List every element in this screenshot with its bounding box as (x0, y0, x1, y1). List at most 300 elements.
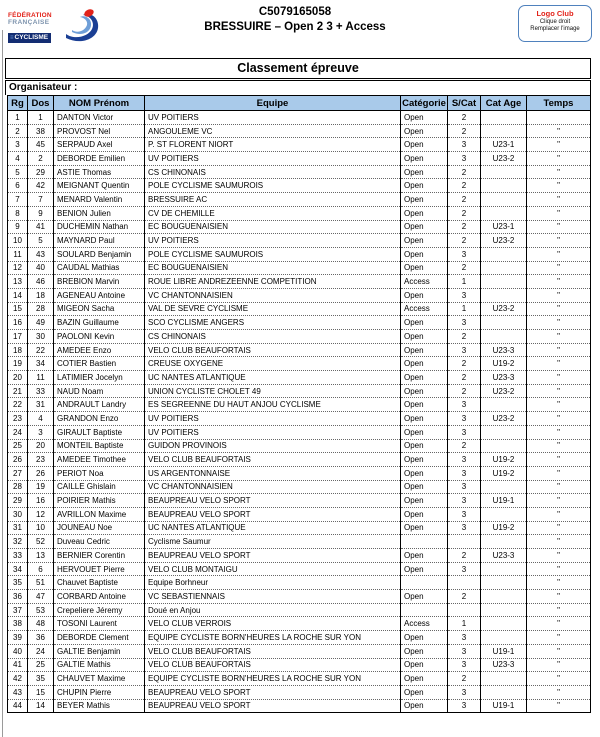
cell-scat: 3 (448, 631, 481, 645)
cell-scat: 2 (448, 384, 481, 398)
col-header-nom: NOM Prénom (54, 96, 145, 111)
cell-catage: U23-2 (481, 384, 527, 398)
cell-scat: 3 (448, 699, 481, 713)
logo-club-placeholder[interactable] (518, 5, 592, 42)
cell-nom: MAYNARD Paul (54, 234, 145, 248)
cell-rg: 18 (8, 343, 28, 357)
cell-scat: 2 (448, 371, 481, 385)
cell-equipe: EC BOUGUENAISIEN (145, 261, 401, 275)
cell-dos: 41 (28, 220, 54, 234)
cell-temps: " (527, 617, 591, 631)
cell-scat: 3 (448, 521, 481, 535)
cell-temps: " (527, 206, 591, 220)
cell-categorie: Open (401, 179, 448, 193)
col-header-dos: Dos (28, 96, 54, 111)
cell-categorie: Open (401, 234, 448, 248)
table-row (8, 206, 591, 220)
cell-rg: 40 (8, 644, 28, 658)
cell-catage (481, 507, 527, 521)
table-row (8, 480, 591, 494)
cell-categorie: Open (401, 357, 448, 371)
cell-rg: 14 (8, 288, 28, 302)
cell-temps: " (527, 165, 591, 179)
cell-scat: 3 (448, 425, 481, 439)
cell-dos: 20 (28, 439, 54, 453)
cell-scat: 2 (448, 220, 481, 234)
table-row (8, 343, 591, 357)
cell-catage (481, 562, 527, 576)
cell-categorie: Open (401, 521, 448, 535)
cell-rg: 12 (8, 261, 28, 275)
cell-nom: AMEDEE Timothee (54, 453, 145, 467)
cell-categorie: Open (401, 644, 448, 658)
cell-equipe: UC NANTES ATLANTIQUE (145, 371, 401, 385)
table-row (8, 631, 591, 645)
cell-equipe: ANGOULEME VC (145, 124, 401, 138)
cell-catage: U23-1 (481, 220, 527, 234)
table-row (8, 124, 591, 138)
cell-scat: 2 (448, 111, 481, 125)
table-row (8, 261, 591, 275)
cell-categorie: Open (401, 384, 448, 398)
cell-equipe: GUIDON PROVINOIS (145, 439, 401, 453)
col-header-equipe: Equipe (145, 96, 401, 111)
cell-catage (481, 617, 527, 631)
cell-equipe: BRESSUIRE AC (145, 193, 401, 207)
cell-scat: 2 (448, 439, 481, 453)
cell-nom: SOULARD Benjamin (54, 247, 145, 261)
cell-rg: 41 (8, 658, 28, 672)
cell-temps: " (527, 138, 591, 152)
cell-temps: " (527, 576, 591, 590)
cell-dos: 9 (28, 206, 54, 220)
cell-temps: " (527, 152, 591, 166)
table-row (8, 288, 591, 302)
logo-club-instruction-1: Clique droit (539, 19, 571, 25)
cell-rg: 29 (8, 494, 28, 508)
cell-rg: 8 (8, 206, 28, 220)
cell-dos: 36 (28, 631, 54, 645)
cell-nom: COTIER Bastien (54, 357, 145, 371)
cell-equipe: P. ST FLORENT NIORT (145, 138, 401, 152)
cell-dos: 34 (28, 357, 54, 371)
table-row (8, 330, 591, 344)
logo-club-instruction-2: Remplacer l'image (530, 26, 580, 32)
cell-categorie: Open (401, 412, 448, 426)
cell-dos: 29 (28, 165, 54, 179)
cell-temps: " (527, 220, 591, 234)
cell-categorie: Open (401, 371, 448, 385)
cell-catage (481, 247, 527, 261)
cell-rg: 34 (8, 562, 28, 576)
cell-equipe: VELO CLUB VERROIS (145, 617, 401, 631)
table-row (8, 439, 591, 453)
cell-temps: " (527, 507, 591, 521)
cell-rg: 11 (8, 247, 28, 261)
cell-equipe: VAL DE SEVRE CYCLISME (145, 302, 401, 316)
cell-dos: 42 (28, 179, 54, 193)
cell-categorie: Open (401, 165, 448, 179)
cell-temps: " (527, 453, 591, 467)
cell-catage (481, 316, 527, 330)
table-row (8, 357, 591, 371)
cell-scat: 3 (448, 398, 481, 412)
page-edge-line (2, 30, 3, 737)
cell-catage: U19-1 (481, 494, 527, 508)
cell-nom: Crepeliere Jéremy (54, 603, 145, 617)
cell-rg: 35 (8, 576, 28, 590)
cell-catage (481, 603, 527, 617)
cell-catage (481, 631, 527, 645)
cell-catage: U19-1 (481, 644, 527, 658)
cell-scat: 3 (448, 152, 481, 166)
cell-equipe: EQUIPE CYCLISTE BORN'HEURES LA ROCHE SUR YON (145, 631, 401, 645)
cell-dos: 25 (28, 658, 54, 672)
cell-nom: GIRAULT Baptiste (54, 425, 145, 439)
cell-dos: 24 (28, 644, 54, 658)
cell-scat: 3 (448, 658, 481, 672)
cell-scat: 2 (448, 672, 481, 686)
ffc-cyclisme-band (8, 33, 51, 43)
cell-scat: 2 (448, 206, 481, 220)
cell-nom: JOUNEAU Noe (54, 521, 145, 535)
cell-dos: 35 (28, 672, 54, 686)
table-row (8, 658, 591, 672)
cell-temps: " (527, 179, 591, 193)
cell-temps: " (527, 357, 591, 371)
cell-dos: 23 (28, 453, 54, 467)
table-row (8, 535, 591, 549)
cell-temps: " (527, 603, 591, 617)
cell-catage (481, 165, 527, 179)
cell-equipe: VELO CLUB BEAUFORTAIS (145, 658, 401, 672)
cell-equipe: Equipe Borhneur (145, 576, 401, 590)
cell-rg: 42 (8, 672, 28, 686)
table-row (8, 302, 591, 316)
cell-categorie: Open (401, 453, 448, 467)
cell-rg: 33 (8, 549, 28, 563)
cell-equipe: CREUSE OXYGENE (145, 357, 401, 371)
cell-categorie: Open (401, 152, 448, 166)
cell-nom: MEIGNANT Quentin (54, 179, 145, 193)
table-row (8, 576, 591, 590)
cell-categorie: Open (401, 507, 448, 521)
cell-catage (481, 535, 527, 549)
cell-rg: 26 (8, 453, 28, 467)
cell-equipe: Cyclisme Saumur (145, 535, 401, 549)
cell-equipe: VELO CLUB BEAUFORTAIS (145, 453, 401, 467)
cell-catage (481, 330, 527, 344)
cell-equipe: VELO CLUB BEAUFORTAIS (145, 644, 401, 658)
cell-rg: 32 (8, 535, 28, 549)
cell-rg: 13 (8, 275, 28, 289)
cell-rg: 7 (8, 193, 28, 207)
cell-temps: " (527, 247, 591, 261)
cell-catage (481, 179, 527, 193)
ffc-logo (8, 4, 108, 50)
table-row (8, 275, 591, 289)
cell-dos: 10 (28, 521, 54, 535)
cell-dos: 46 (28, 275, 54, 289)
cell-equipe: BEAUPREAU VELO SPORT (145, 549, 401, 563)
cell-catage (481, 288, 527, 302)
table-row (8, 111, 591, 125)
cell-catage: U23-3 (481, 658, 527, 672)
cell-scat: 3 (448, 453, 481, 467)
cell-equipe: BEAUPREAU VELO SPORT (145, 507, 401, 521)
cell-categorie: Open (401, 494, 448, 508)
cell-scat: 2 (448, 234, 481, 248)
cell-scat: 3 (448, 494, 481, 508)
cell-dos: 6 (28, 562, 54, 576)
cell-dos: 15 (28, 685, 54, 699)
cell-temps: " (527, 343, 591, 357)
cell-equipe: ES SEGREENNE DU HAUT ANJOU CYCLISME (145, 398, 401, 412)
cell-equipe: UV POITIERS (145, 111, 401, 125)
cell-temps: " (527, 124, 591, 138)
table-header-row (8, 96, 591, 111)
cell-categorie: Open (401, 343, 448, 357)
cell-categorie: Open (401, 425, 448, 439)
cell-categorie: Access (401, 275, 448, 289)
cell-equipe: SCO CYCLISME ANGERS (145, 316, 401, 330)
cell-temps: " (527, 316, 591, 330)
cell-rg: 43 (8, 685, 28, 699)
cell-rg: 38 (8, 617, 28, 631)
cell-nom: ASTIE Thomas (54, 165, 145, 179)
cell-rg: 22 (8, 398, 28, 412)
cell-temps: " (527, 302, 591, 316)
logo-club-title: Logo Club (536, 9, 574, 18)
cell-categorie: Open (401, 316, 448, 330)
cell-temps: " (527, 288, 591, 302)
ffc-francaise-label: FRANÇAISE (8, 19, 50, 26)
cell-nom: POIRIER Mathis (54, 494, 145, 508)
cell-temps: " (527, 234, 591, 248)
cell-rg: 31 (8, 521, 28, 535)
cell-equipe: BEAUPREAU VELO SPORT (145, 685, 401, 699)
cell-equipe: US ARGENTONNAISE (145, 466, 401, 480)
cell-dos: 19 (28, 480, 54, 494)
cell-temps: " (527, 644, 591, 658)
cell-categorie: Open (401, 562, 448, 576)
cell-scat: 3 (448, 644, 481, 658)
cell-categorie: Open (401, 330, 448, 344)
cell-scat: 2 (448, 549, 481, 563)
cell-dos: 52 (28, 535, 54, 549)
cell-nom: Chauvet Baptiste (54, 576, 145, 590)
cell-equipe: VC CHANTONNAISIEN (145, 480, 401, 494)
cell-catage: U23-2 (481, 234, 527, 248)
cell-categorie: Open (401, 685, 448, 699)
cell-catage: U23-3 (481, 549, 527, 563)
cell-categorie (401, 603, 448, 617)
cell-temps: " (527, 562, 591, 576)
cell-equipe: CS CHINONAIS (145, 330, 401, 344)
cell-rg: 19 (8, 357, 28, 371)
cell-categorie: Open (401, 466, 448, 480)
cell-nom: BAZIN Guillaume (54, 316, 145, 330)
cell-dos: 14 (28, 699, 54, 713)
cell-nom: DEBORDE Emilien (54, 152, 145, 166)
cell-rg: 5 (8, 165, 28, 179)
cell-temps: " (527, 521, 591, 535)
cell-rg: 39 (8, 631, 28, 645)
cell-equipe: POLE CYCLISME SAUMUROIS (145, 179, 401, 193)
cell-temps: " (527, 384, 591, 398)
cell-equipe: UV POITIERS (145, 152, 401, 166)
cell-catage (481, 425, 527, 439)
ffc-cyclisme-label: CYCLISME (14, 34, 49, 41)
cell-dos: 22 (28, 343, 54, 357)
cell-categorie: Open (401, 261, 448, 275)
cell-scat: 3 (448, 412, 481, 426)
cell-scat: 3 (448, 138, 481, 152)
ffc-federation-label: FÉDÉRATION (8, 12, 52, 19)
cell-catage: U23-2 (481, 412, 527, 426)
cell-rg: 10 (8, 234, 28, 248)
cell-scat: 3 (448, 316, 481, 330)
table-row (8, 247, 591, 261)
col-header-rg: Rg (8, 96, 28, 111)
cell-equipe: CV DE CHEMILLE (145, 206, 401, 220)
cell-nom: MONTEIL Baptiste (54, 439, 145, 453)
cell-categorie: Open (401, 111, 448, 125)
cell-nom: AMEDEE Enzo (54, 343, 145, 357)
table-row (8, 562, 591, 576)
cell-categorie: Open (401, 398, 448, 412)
cell-dos: 45 (28, 138, 54, 152)
cell-nom: AGENEAU Antoine (54, 288, 145, 302)
cell-catage (481, 193, 527, 207)
cell-nom: CAUDAL Mathias (54, 261, 145, 275)
cell-catage: U19-2 (481, 357, 527, 371)
cell-rg: 28 (8, 480, 28, 494)
cell-temps: " (527, 549, 591, 563)
cell-nom: Duveau Cedric (54, 535, 145, 549)
cell-temps: " (527, 699, 591, 713)
cell-dos: 26 (28, 466, 54, 480)
table-row (8, 507, 591, 521)
cell-catage (481, 275, 527, 289)
cell-rg: 37 (8, 603, 28, 617)
cell-scat: 2 (448, 193, 481, 207)
cell-scat (448, 576, 481, 590)
cell-catage: U23-3 (481, 343, 527, 357)
table-row (8, 425, 591, 439)
cell-categorie: Open (401, 480, 448, 494)
table-row (8, 644, 591, 658)
table-row (8, 699, 591, 713)
cell-dos: 3 (28, 425, 54, 439)
cell-dos: 4 (28, 412, 54, 426)
cell-categorie: Open (401, 138, 448, 152)
col-header-catage: Cat Age (481, 96, 527, 111)
cell-dos: 7 (28, 193, 54, 207)
cell-dos: 43 (28, 247, 54, 261)
cell-nom: DEBORDE Clement (54, 631, 145, 645)
cell-catage (481, 206, 527, 220)
table-row (8, 685, 591, 699)
cell-categorie (401, 535, 448, 549)
cell-catage: U23-3 (481, 371, 527, 385)
cell-scat: 1 (448, 302, 481, 316)
cell-catage: U19-1 (481, 699, 527, 713)
cell-equipe: ROUE LIBRE ANDREZEENNE COMPETITION (145, 275, 401, 289)
cell-scat: 2 (448, 179, 481, 193)
cell-equipe: UV POITIERS (145, 412, 401, 426)
cell-equipe: VC CHANTONNAISIEN (145, 288, 401, 302)
table-row (8, 672, 591, 686)
cell-rg: 21 (8, 384, 28, 398)
table-row (8, 165, 591, 179)
cell-temps: " (527, 590, 591, 604)
cell-dos: 2 (28, 152, 54, 166)
table-row (8, 371, 591, 385)
cell-dos: 13 (28, 549, 54, 563)
cell-dos: 30 (28, 330, 54, 344)
cell-categorie: Access (401, 617, 448, 631)
cell-dos: 28 (28, 302, 54, 316)
col-header-categorie: Catégorie (402, 97, 446, 109)
cell-categorie: Open (401, 439, 448, 453)
cell-nom: GALTIE Benjamin (54, 644, 145, 658)
classement-banner: Classement épreuve (5, 58, 591, 79)
cell-scat: 1 (448, 275, 481, 289)
cell-categorie: Open (401, 631, 448, 645)
cell-catage: U23-2 (481, 152, 527, 166)
cell-temps: " (527, 685, 591, 699)
cell-catage (481, 685, 527, 699)
cell-scat: 2 (448, 330, 481, 344)
page-header (0, 0, 600, 58)
cell-rg: 25 (8, 439, 28, 453)
cell-categorie: Open (401, 124, 448, 138)
cell-dos: 1 (28, 111, 54, 125)
cell-nom: TOSONI Laurent (54, 617, 145, 631)
cell-scat (448, 535, 481, 549)
table-row (8, 466, 591, 480)
cell-temps: " (527, 425, 591, 439)
cell-nom: GRANDON Enzo (54, 412, 145, 426)
cell-rg: 4 (8, 152, 28, 166)
cell-categorie: Open (401, 549, 448, 563)
cell-temps: " (527, 275, 591, 289)
cell-nom: BERNIER Corentin (54, 549, 145, 563)
cell-categorie: Open (401, 658, 448, 672)
cell-catage (481, 480, 527, 494)
cell-dos: 38 (28, 124, 54, 138)
col-header-scat: S/Cat (448, 96, 481, 111)
cell-rg: 15 (8, 302, 28, 316)
ffc-tricolor-mark: ≡ (10, 35, 14, 41)
table-row (8, 234, 591, 248)
cell-rg: 9 (8, 220, 28, 234)
cell-temps: " (527, 330, 591, 344)
cell-catage: U23-1 (481, 138, 527, 152)
cell-dos: 53 (28, 603, 54, 617)
cell-scat: 2 (448, 590, 481, 604)
cell-dos: 5 (28, 234, 54, 248)
cell-nom: CHUPIN Pierre (54, 685, 145, 699)
cell-catage (481, 439, 527, 453)
cell-dos: 33 (28, 384, 54, 398)
cell-equipe: UV POITIERS (145, 425, 401, 439)
cell-categorie: Open (401, 247, 448, 261)
table-row (8, 412, 591, 426)
cell-scat: 2 (448, 261, 481, 275)
table-row (8, 521, 591, 535)
